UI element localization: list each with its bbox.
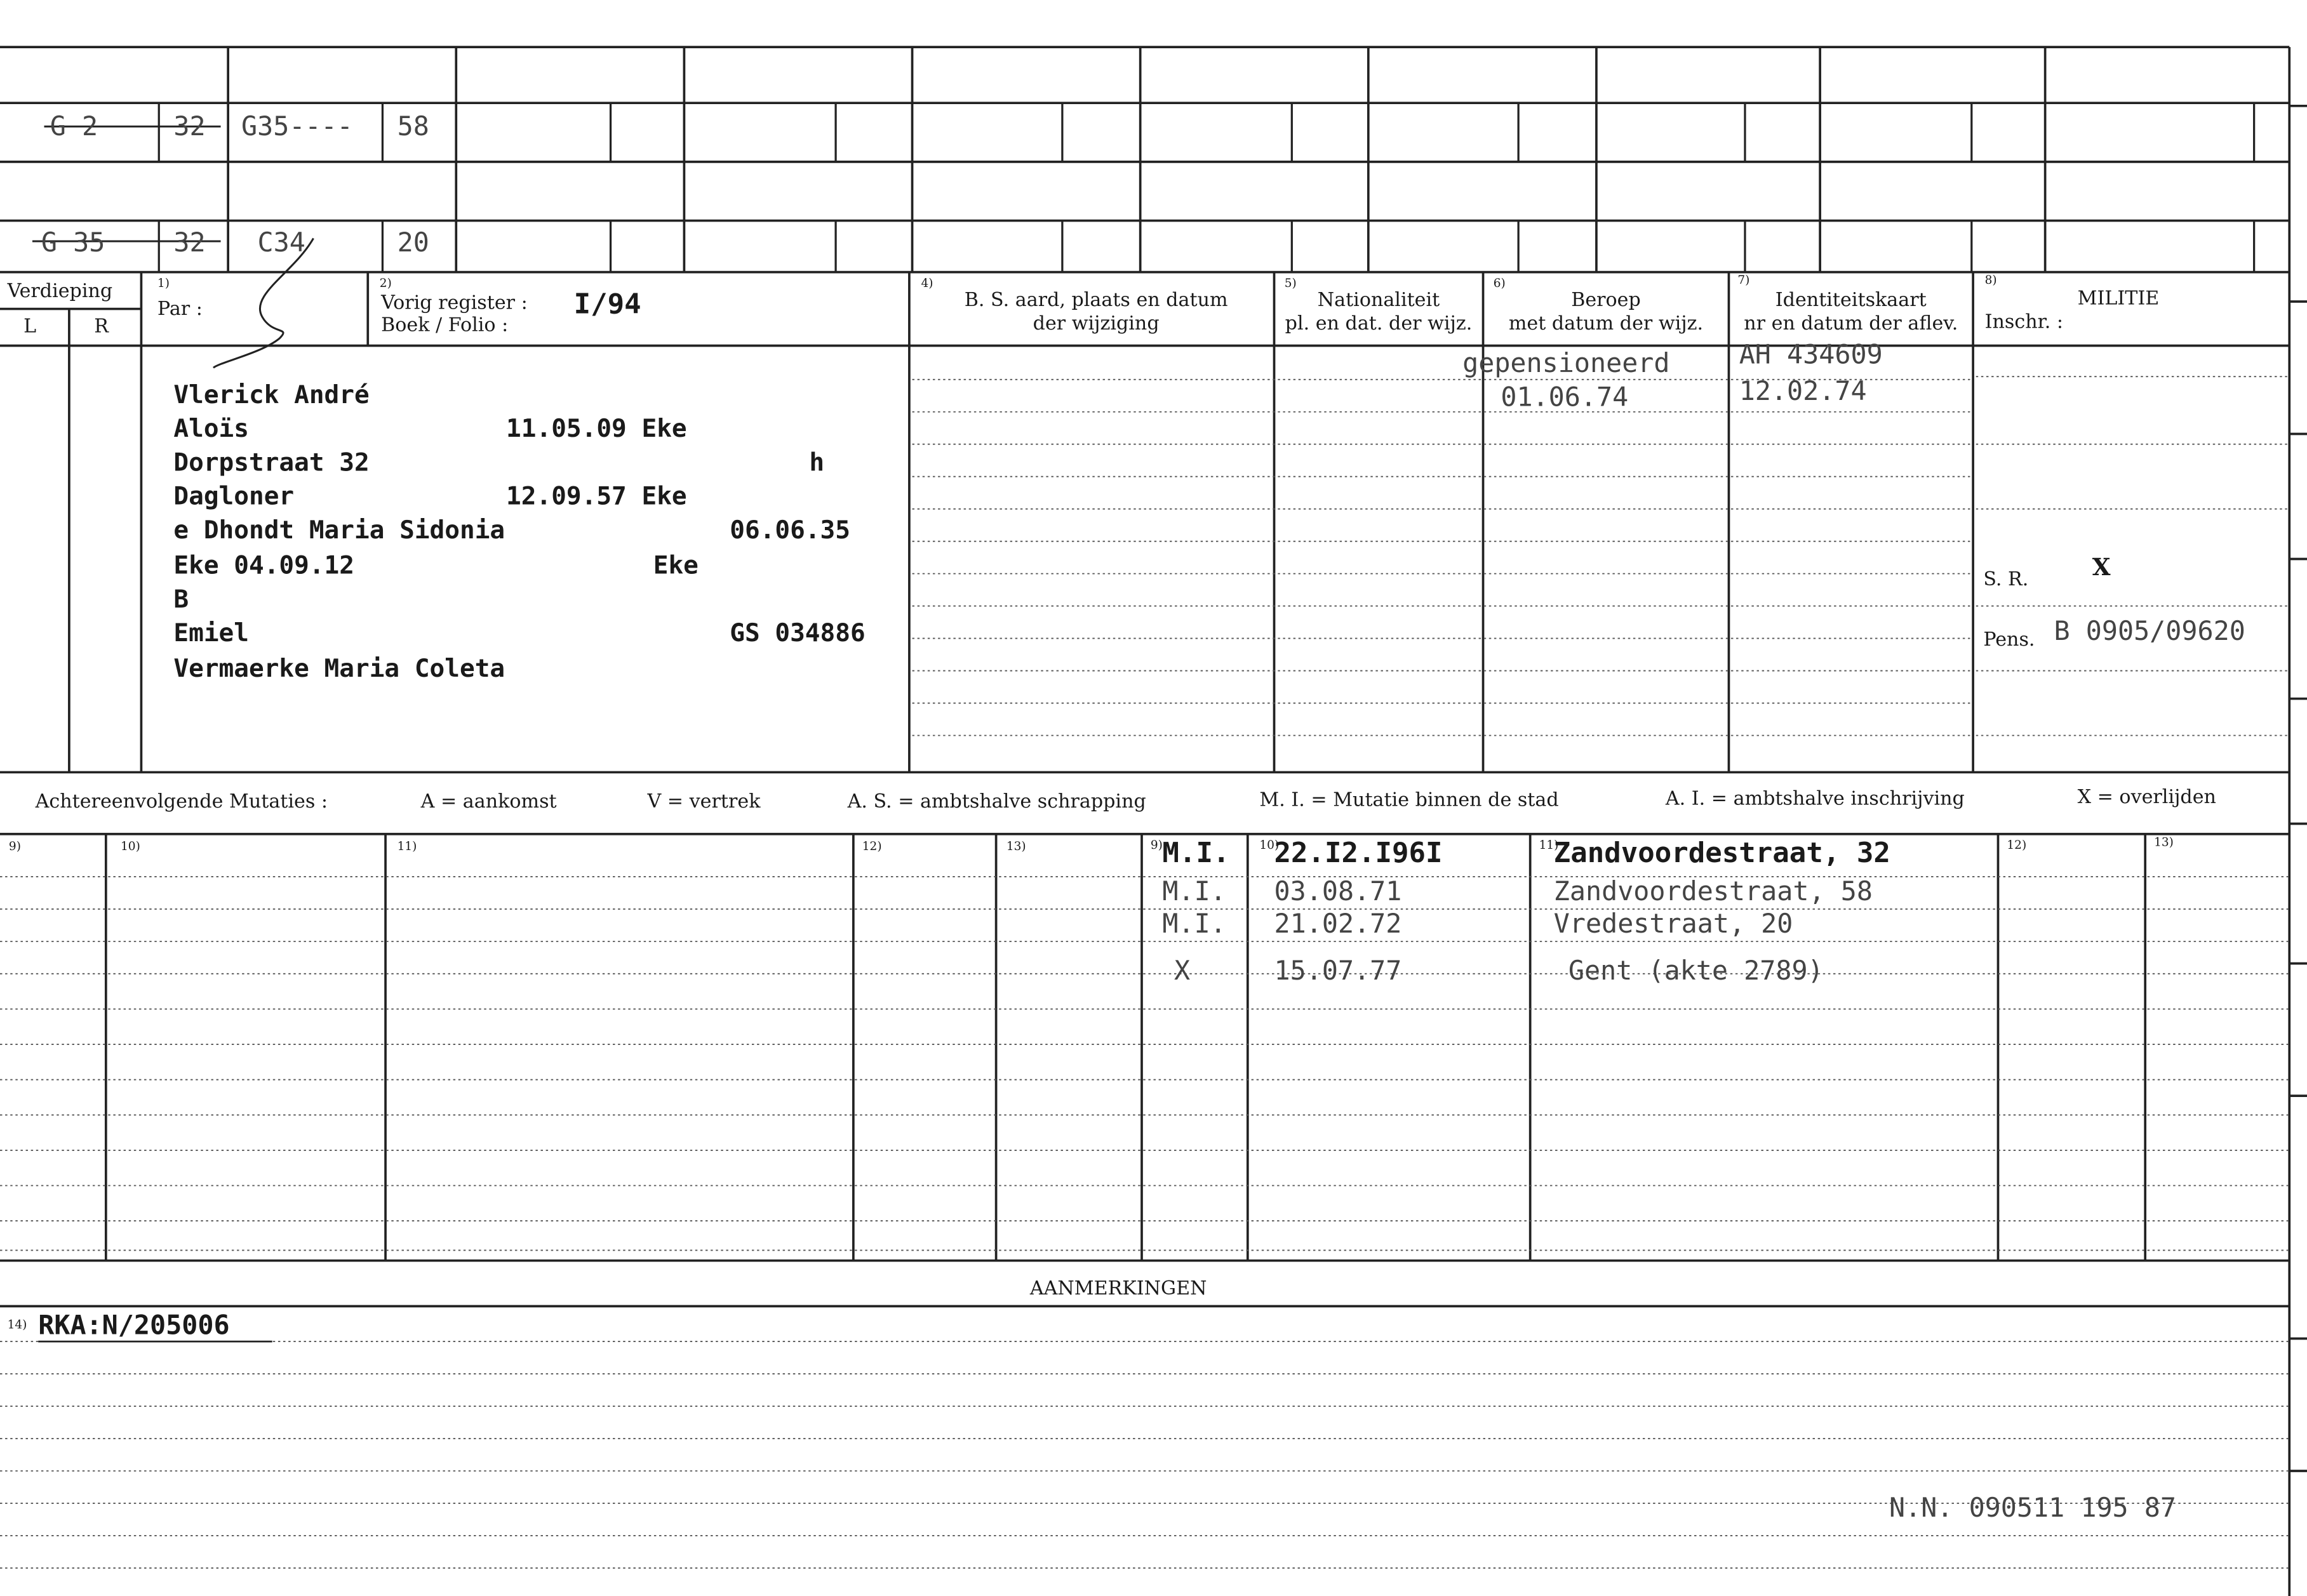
person-line-4-left: e Dhondt Maria Sidonia [173, 516, 505, 546]
aanmerkingen-number: 14) [7, 1318, 27, 1331]
person-line-0-left: Vlerick André [173, 381, 370, 411]
mutation-2-date: 21.02.72 [1274, 908, 1402, 940]
person-line-3-mid: 12.09.57 Eke [506, 482, 687, 512]
col5-number: 5) [1284, 276, 1297, 290]
legend-vertrek: V = vertrek [647, 791, 761, 814]
sr-label: S. R. [1983, 569, 2029, 592]
national-number: N.N. 090511 195 87 [1889, 1493, 2177, 1524]
legend-ambtshalve-schrapping: A. S. = ambtshalve schrapping [847, 791, 1146, 814]
mut-col12-right: 12) [2007, 838, 2027, 852]
top-r1-code: G 2 [50, 112, 98, 143]
person-line-3-left: Dagloner [173, 482, 295, 512]
beroep-date: 01.06.74 [1501, 382, 1629, 414]
mutation-0-date: 22.I2.I96I [1274, 837, 1443, 870]
mutation-3-date: 15.07.77 [1274, 956, 1402, 987]
mut-col9-right: 9) [1150, 838, 1163, 852]
col8-number: 8) [1984, 273, 1997, 287]
mut-col13-left: 13) [1006, 840, 1026, 853]
vorig-register-label: Vorig register : [381, 293, 528, 315]
top-r2-code: G 35 [41, 228, 105, 259]
mutation-0-code: M.I. [1162, 837, 1230, 870]
mut-col10-right: 10) [1259, 838, 1280, 852]
person-line-4-right: 06.06.35 [730, 516, 850, 546]
mutation-1-place: Zandvoordestraat, 58 [1553, 876, 1873, 908]
bs-header-line2: der wijziging [1033, 313, 1160, 336]
identiteitskaart-line1: Identiteitskaart [1775, 289, 1927, 312]
id-card-date: 12.02.74 [1739, 376, 1867, 408]
top-r2-num: 32 [173, 228, 206, 259]
person-line-2-left: Dorpstraat 32 [173, 448, 370, 479]
legend-mutatie-binnen-stad: M. I. = Mutatie binnen de stad [1259, 790, 1559, 812]
person-line-6-left: B [173, 585, 189, 615]
inschr-label: Inschr. : [1984, 312, 2064, 334]
person-line-2-right: h [809, 448, 825, 479]
identiteitskaart-line2: nr en datum der aflev. [1744, 313, 1958, 336]
nationaliteit-line1: Nationaliteit [1317, 289, 1440, 312]
mutation-1-code: M.I. [1162, 876, 1226, 908]
mutation-2-place: Vredestraat, 20 [1553, 908, 1793, 940]
mutation-1-date: 03.08.71 [1274, 876, 1402, 908]
militie-label: MILITIE [2077, 288, 2160, 310]
mutation-3-place: Gent (akte 2789) [1568, 956, 1824, 987]
pens-label: Pens. [1983, 629, 2035, 652]
bs-header-line1: B. S. aard, plaats en datum [964, 289, 1228, 312]
id-card-number: AH 434609 [1739, 340, 1883, 371]
pens-value: B 0905/09620 [2054, 616, 2245, 648]
person-line-7-left: Emiel [173, 619, 250, 649]
col7-number: 7) [1737, 273, 1750, 287]
person-line-8-left: Vermaerke Maria Coleta [173, 655, 505, 684]
mut-col12-left: 12) [862, 840, 882, 853]
vorig-register-value: I/94 [573, 288, 641, 321]
beroep-line1: Beroep [1571, 289, 1641, 312]
col4-number: 4) [921, 276, 933, 290]
mutation-2-code: M.I. [1162, 908, 1226, 940]
top-r1-num: 32 [173, 112, 206, 143]
mutaties-title: Achtereenvolgende Mutaties : [35, 791, 328, 814]
beroep-line2: met datum der wijz. [1508, 313, 1704, 336]
person-line-1-left: Aloïs [173, 415, 250, 444]
person-line-5-left: Eke 04.09.12 [173, 551, 354, 582]
col1-number: 1) [157, 276, 170, 290]
top-r2-code2: C34 [257, 228, 305, 259]
boek-folio-label: Boek / Folio : [381, 314, 509, 337]
floor-r-label: R [94, 316, 109, 338]
nationaliteit-line2: pl. en dat. der wijz. [1285, 313, 1473, 336]
par-label: Par : [157, 298, 203, 321]
mut-col10-left: 10) [120, 840, 140, 853]
aanmerkingen-title: AANMERKINGEN [1029, 1278, 1207, 1301]
mut-col11-left: 11) [397, 840, 417, 853]
top-r1-code2: G35---- [241, 112, 353, 143]
col6-number: 6) [1493, 276, 1506, 290]
mut-col13-right: 13) [2154, 835, 2174, 849]
rka-number: RKA:N/205006 [38, 1310, 230, 1342]
legend-overlijden: X = overlijden [2077, 787, 2216, 809]
person-line-1-mid: 11.05.09 Eke [506, 415, 687, 444]
col2-number: 2) [379, 276, 392, 290]
person-line-7-right: GS 034886 [730, 619, 866, 649]
top-r1-num2: 58 [397, 112, 429, 143]
top-r2-num2: 20 [397, 228, 429, 259]
mutation-0-place: Zandvoordestraat, 32 [1553, 837, 1890, 870]
legend-aankomst: A = aankomst [420, 791, 557, 814]
beroep-value: gepensioneerd [1462, 349, 1670, 380]
sr-value: X [2092, 553, 2111, 582]
floor-l-label: L [23, 316, 37, 338]
person-line-5-mid: Eke [653, 551, 699, 582]
mutation-3-code: X [1174, 956, 1191, 987]
mut-col11-right: 11) [1539, 838, 1559, 852]
mut-col9-left: 9) [8, 840, 21, 853]
legend-ambtshalve-inschrijving: A. I. = ambtshalve inschrijving [1665, 788, 1965, 811]
verdieping-label: Verdieping [7, 281, 113, 303]
